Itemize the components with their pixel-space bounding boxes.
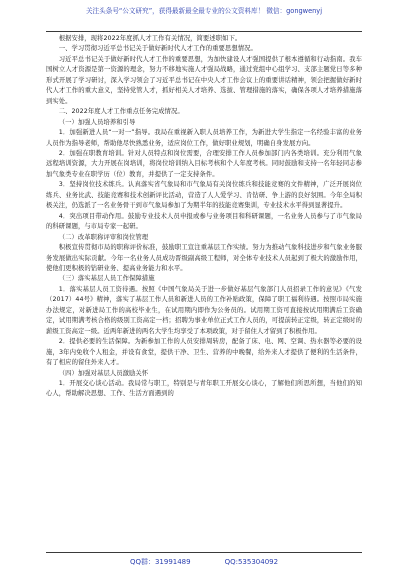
footer-qq: QQ:535304092 bbox=[224, 558, 279, 566]
paragraph: 根据安排，现将2022年度抓人才工作有关情况，简要述职如下。 bbox=[58, 35, 242, 42]
document-body bbox=[46, 34, 362, 400]
paragraph: 1．落实基层人员工资待遇。按照《中国气象局关于进一步做好基层气象部门人员招录工作的意见》《气发（2017）44号》精神，落实了基层工作人员和新进人员的工作补贴政策，保障了职工福利待遇。按照市局实施办法规定，对新进局工作的高校毕业生，在试用期内即作为公务员的。试用期工资可直接按试用期满后工资确定，试用期满考核合格的级别工资高定一档；招聘为事业单位正式工作人员的，可提前转正定级，转正定级时的薪级工资高定一级。近两年新进的两名大学生均享受了本项政策，对于留住人才留到了积极作用。 bbox=[46, 285, 362, 335]
footer-qq-group: QQ群：31991489 bbox=[129, 558, 191, 566]
paragraph: 积极宣传贯彻市局的职称评价标准，鼓励职工宣注重基层工作实绩。努力为推动气象科技进步和气象业务服务发展做出实际贡献。今年一名业务人员成功晋级副高级工程师，对全体专业技术人员起到了极大的激励作用，使他们更积极的钻研业务、提高业务能力和水平。 bbox=[46, 244, 362, 272]
subsection-heading: （三）落实基层人员工作保障措施 bbox=[58, 275, 155, 283]
section-heading: 二、2022年度人才工作重点任务完成情况。 bbox=[58, 108, 184, 116]
paragraph: 1．加强新进人员“一对一”指导。我局在重视新入职人员培养工作，为新进大学生指定一名经验丰富的业务人员作为指导老师，帮助他尽快熟悉业务，适应岗位工作，做好职业规划，明确自身发展方向。 bbox=[46, 129, 362, 147]
section-heading: 一、学习贯彻习近平总书记关于做好新时代人才工作的重要思想情况。 bbox=[58, 45, 257, 53]
paragraph: 1．开展交心谈心活动。我局常与职工，特别是与青年职工开展交心谈心，了解他们所思所想，当他们的知心人，帮助解决思想、工作、生活方面遇到的 bbox=[46, 379, 362, 398]
subsection-heading: （二）改革职称评审和岗位管理 bbox=[58, 233, 149, 241]
header-divider bbox=[46, 31, 362, 32]
paragraph: 2．加强在职教育培训。针对人员特点和岗位需要，合理安排工作人员参加部门内各类培训。充分利用气象远程培训资源，大力开展在岗培训，将岗位培训纳入目标考核和个人年度考核。同时鼓励和支持一名年轻同志参加气象类专业在职学历（位）教育，并提供了一定支持条件。 bbox=[46, 149, 362, 178]
paragraph: 4．突出项目带动作用。鼓励专业技术人员申报或参与业务项目和科研课题，一名业务人员参与了市气象局的科研课题，与市局专家一起研。 bbox=[46, 212, 362, 231]
subsection-heading: （四）加强对基层人员激励关怀 bbox=[58, 369, 149, 377]
paragraph: 习近平总书记关于做好新时代人才工作的重要思想，为加快建设人才强国提供了根本遵循和行动指南。我车国树立人才资源是第一资源的理念，努力不移地实施人才强局战略，通过党组中心组学习、支部主题党日等多种形式开展了学习研讨，深入学习领会了习近平总书记在中央人才工作会议上的重要讲话精神，领会把握做好新时代人才工作的重大意义，坚持党管人才，抓好相关人才培养、选拔、管理措施的落实，确保各项人才培养措施落到实处。 bbox=[46, 55, 362, 105]
footer bbox=[0, 555, 408, 569]
header-banner: 关注头条号“公文研究”，获得最新最全最专业的公文资料库！ 微信：gongwenyj bbox=[85, 7, 323, 15]
paragraph: 3．坚持岗位技术练兵。认真落实省气象局和市气象局有关岗位练兵和技能竞赛的文件精神，广泛开展岗位练兵、业务比武、技能竞赛和技术创新评比活动，营造了人人爱学习、肯钻研、争上游的良好氛围。今年全局积极关注，仍选派了一名业务骨干到市气象局参加了为期半年的技能竞赛集训，专业技术水平得到显著提升。 bbox=[46, 181, 362, 210]
paragraph: 2．提供必要的生活保障。为新参加工作的人员安排周转房，配备了床、电、网、空调、热水器等必要的设施，3年内免收个人租金，并设有食堂，提供干净、卫生、营养的中晚餐，给外来人才提供了便利的生活条件，有了相应的留住外来人才。 bbox=[46, 338, 362, 367]
subsection-heading: （一）加强人员培养和引导 bbox=[58, 118, 136, 126]
footer-divider bbox=[46, 552, 362, 553]
